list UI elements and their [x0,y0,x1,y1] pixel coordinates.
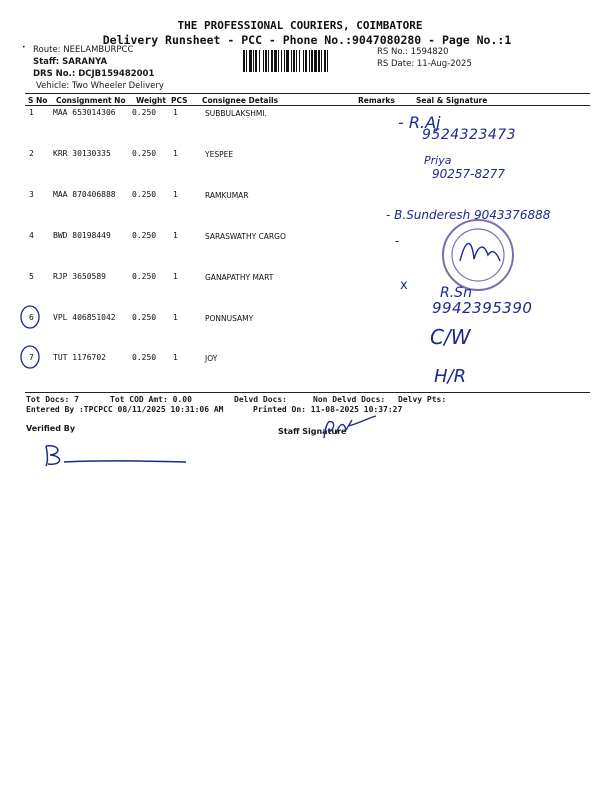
handwritten-name-row5: R.Sn [440,285,472,301]
staff-signature-scribble [318,414,380,442]
row-consignee: GANAPATHY MART [205,273,274,282]
barcode [243,50,371,72]
row-weight: 0.250 [132,272,157,281]
handwritten-phone-row1: 9524323473 [422,127,517,143]
row-weight: 0.250 [132,231,157,240]
row-sno: 2 [29,149,34,158]
row-pcs: 1 [173,313,178,322]
route-field: Route: NEELAMBURPCC [33,45,134,55]
row-consignee: JOY [205,354,218,363]
row-sno: 1 [29,108,34,117]
row-weight: 0.250 [132,108,157,117]
handwritten-text-row3: - B.Sunderesh 9043376888 [386,208,551,222]
col-consignee: Consignee Details [202,96,279,105]
row-consignee: SARASWATHY CARGO [205,232,286,241]
row-pcs: 1 [173,231,178,240]
header-rule-bottom [25,105,590,106]
row-pcs: 1 [173,190,178,199]
row-consignment: BWD 80198449 [53,231,111,240]
row-pcs: 1 [173,108,178,117]
handwritten-text-row7: H/R [434,366,467,387]
row-consignee: SUBBULAKSHMI. [205,109,267,118]
circle-mark-row7 [18,343,42,371]
row-consignment: TUT 1176702 [53,353,106,362]
company-seal-stamp [438,215,518,295]
row-consignment: MAA 870406888 [53,190,116,199]
row-weight: 0.250 [132,313,157,322]
col-sno: S No [28,96,48,105]
delivered-docs: Delvd Docs: [234,395,287,404]
drs-field: DRS No.: DCJB159482001 [33,69,155,79]
row-consignee: YESPEE [205,150,234,159]
total-cod-amount: Tot COD Amt: 0.00 [110,395,192,404]
row-sno: 4 [29,231,34,240]
handwritten-dash-mark: - [395,234,400,248]
row-pcs: 1 [173,353,178,362]
header-rule-top [25,93,590,94]
col-pcs: PCS [171,96,188,105]
row-pcs: 1 [173,149,178,158]
delivery-points: Delvy Pts: [398,395,447,404]
verifier-signature-scribble [40,440,190,470]
col-weight: Weight [136,96,166,105]
row-weight: 0.250 [132,190,157,199]
handwritten-text-row6: C/W [430,325,471,349]
printed-on: Printed On: 11-08-2025 10:37:27 [253,405,403,414]
col-remarks: Remarks [358,96,395,105]
row-sno: 3 [29,190,34,199]
verified-by-label: Verified By [26,424,76,433]
non-delivered-docs: Non Delvd Docs: [313,395,386,404]
staff-field: Staff: SARANYA [33,57,108,67]
handwritten-x-mark: x [400,278,408,293]
col-seal-signature: Seal & Signature [416,96,488,105]
row-consignee: PONNUSAMY [205,314,254,323]
vehicle-field: Vehicle: Two Wheeler Delivery [36,81,164,91]
circle-mark-row6 [18,303,42,331]
runsheet-subtitle: Delivery Runsheet - PCC - Phone No.:9047080280 - Page No.:1 [102,33,512,47]
total-docs: Tot Docs: 7 [26,395,79,404]
row-consignment: MAA 653014306 [53,108,116,117]
entered-by: Entered By :TPCPCC 08/11/2025 10:31:06 AM [26,405,224,414]
row-sno: 6 [29,313,34,322]
handwritten-phone-row5: 9942395390 [432,299,533,317]
footer-rule [25,392,590,393]
row-sno: 5 [29,272,34,281]
handwritten-name-row2: Priya [424,154,452,167]
col-consignment: Consignment No [56,96,126,105]
rs-date: RS Date: 11-Aug-2025 [377,59,472,69]
row-consignment: RJP 3650589 [53,272,106,281]
row-consignee: RAMKUMAR [205,191,249,200]
row-weight: 0.250 [132,149,157,158]
row-weight: 0.250 [132,353,157,362]
bullet-dot: • [22,44,26,51]
row-sno: 7 [29,353,34,362]
company-title: THE PROFESSIONAL COURIERS, COIMBATORE [177,19,423,32]
row-consignment: VPL 406851042 [53,313,116,322]
row-consignment: KRR 30130335 [53,149,111,158]
handwritten-name-row1: - R.Aj [398,113,441,132]
rs-number: RS No.: 1594820 [377,47,449,57]
staff-signature-label: Staff Signature [278,427,347,436]
row-pcs: 1 [173,272,178,281]
handwritten-phone-row2: 90257-8277 [432,167,506,181]
